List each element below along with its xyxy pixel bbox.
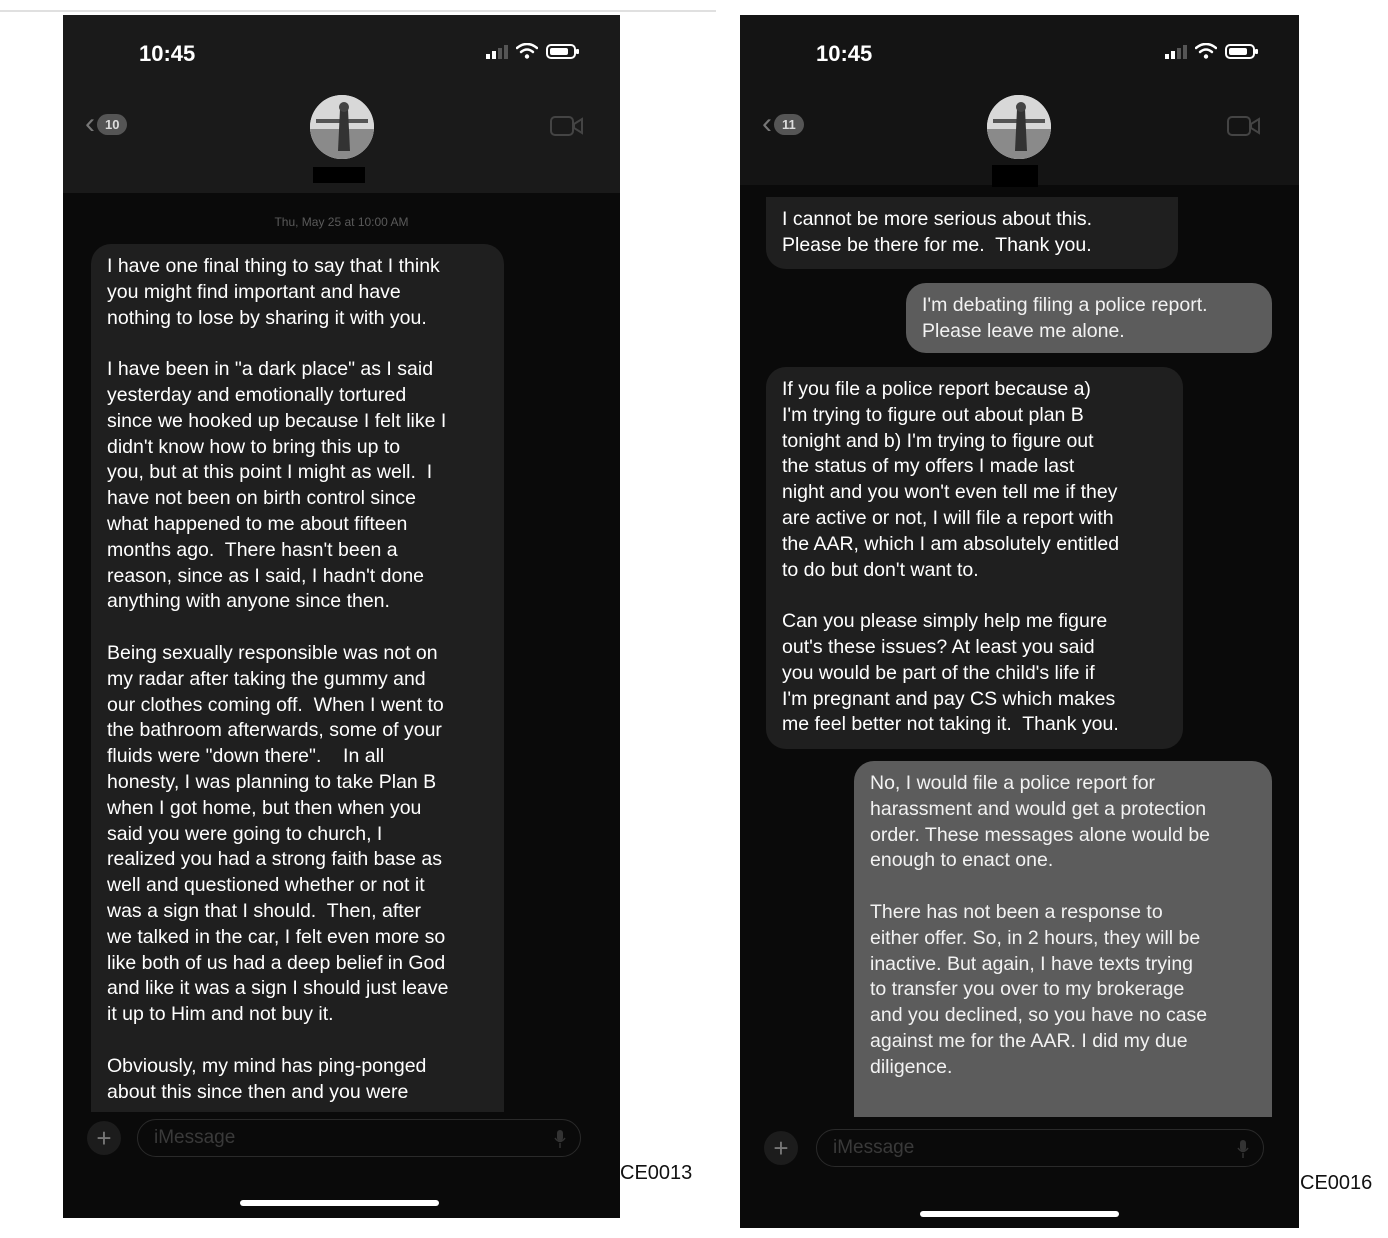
back-button[interactable] [85, 107, 127, 140]
received-message-bubble[interactable]: If you file a police report because a) I'm trying to figure out about plan B tonight and b) I'm trying to figure out the status of my offers I made last night and you won't even tell me if they are active or not, I will file a report with the AAR, which I am absolutely entitled to do but don't want to. Can you please simply help me figure out's these issues? At least you said you would be part of the child's life if I'm pregnant and pay CS which makes me feel better not taking it. Thank you. [766, 367, 1183, 749]
battery-icon [1225, 44, 1255, 59]
page-divider [0, 10, 716, 12]
message-input[interactable] [816, 1129, 1264, 1167]
conversation-header [63, 15, 620, 193]
back-button[interactable] [762, 107, 804, 140]
input-bar [87, 1121, 121, 1155]
status-icons [486, 43, 576, 59]
home-indicator[interactable] [920, 1211, 1119, 1217]
sent-message-bubble[interactable]: No, I would file a police report for harassment and would get a protection order. These messages alone would be enough to enact one. There has not been a response to either offer. So, in 2 hours, they will be inactive. But again, I have texts trying to transfer you over to my brokerage and you declined, so you have no case against me for the AAR. I did my due diligence. [854, 761, 1272, 1117]
message-input-placeholder: iMessage [154, 1127, 236, 1148]
phone-screenshot-right [740, 15, 1299, 1228]
message-input-placeholder: iMessage [833, 1137, 915, 1158]
status-time: 10:45 [816, 41, 873, 66]
page-code: CE0016 [1300, 1172, 1373, 1194]
input-bar [764, 1131, 798, 1165]
contact-avatar[interactable] [987, 95, 1051, 159]
unread-count-badge: 11 [774, 114, 804, 135]
status-time: 10:45 [139, 41, 196, 66]
video-camera-icon[interactable] [550, 115, 584, 137]
conversation-header [740, 15, 1299, 185]
page-code: CE0013 [620, 1162, 693, 1184]
redacted-contact-name [313, 167, 365, 183]
chevron-left-icon: ‹ [85, 107, 95, 140]
video-camera-icon[interactable] [1227, 115, 1261, 137]
microphone-icon[interactable] [554, 1130, 566, 1148]
battery-icon [546, 44, 576, 59]
home-indicator[interactable] [240, 1200, 439, 1206]
message-input[interactable] [137, 1119, 581, 1157]
microphone-icon[interactable] [1237, 1140, 1249, 1158]
wifi-icon [1195, 43, 1217, 59]
cellular-signal-icon [1165, 45, 1187, 59]
wifi-icon [516, 43, 538, 59]
redacted-contact-name [992, 165, 1038, 187]
sent-message-bubble[interactable]: I'm debating filing a police report. Please leave me alone. [906, 283, 1272, 353]
phone-screenshot-left [63, 15, 620, 1218]
received-message-bubble[interactable]: I cannot be more serious about this. Please be there for me. Thank you. [766, 197, 1178, 269]
status-icons [1165, 43, 1255, 59]
chevron-left-icon: ‹ [762, 107, 772, 140]
unread-count-badge: 10 [97, 114, 127, 135]
avatar-photo [310, 95, 374, 159]
contact-avatar[interactable] [310, 95, 374, 159]
cellular-signal-icon [486, 45, 508, 59]
plus-icon[interactable]: + [764, 1131, 798, 1165]
plus-icon[interactable]: + [87, 1121, 121, 1155]
received-message-bubble[interactable]: I have one final thing to say that I think you might find important and have nothing to lose by sharing it with you. I have been in "a dark place" as I said yesterday and emotionally tortured since we hooked up because I felt like I didn't know how to bring this up to you, but at this point I might as well. I have not been on birth control since what happened to me about fifteen months ago. There hasn't been a reason, since as I said, I hadn't done anything with anyone since then. Being sexually responsible was not on my radar after taking the gummy and our clothes coming off. When I went to the bathroom afterwards, some of your fluids were "down there". In all honesty, I was planning to take Plan B when I got home, but then when you said you were going to church, I realized you had a strong faith base as well and questioned whether or not it was a sign that I should. Then, after we talked in the car, I felt even more so like both of us had a deep belief in God and like it was a sign I should just leave it up to Him and not buy it. Obviously, my mind has ping-ponged about this since then and you were [91, 244, 504, 1112]
avatar-photo [987, 95, 1051, 159]
message-timestamp: Thu, May 25 at 10:00 AM [274, 215, 409, 229]
